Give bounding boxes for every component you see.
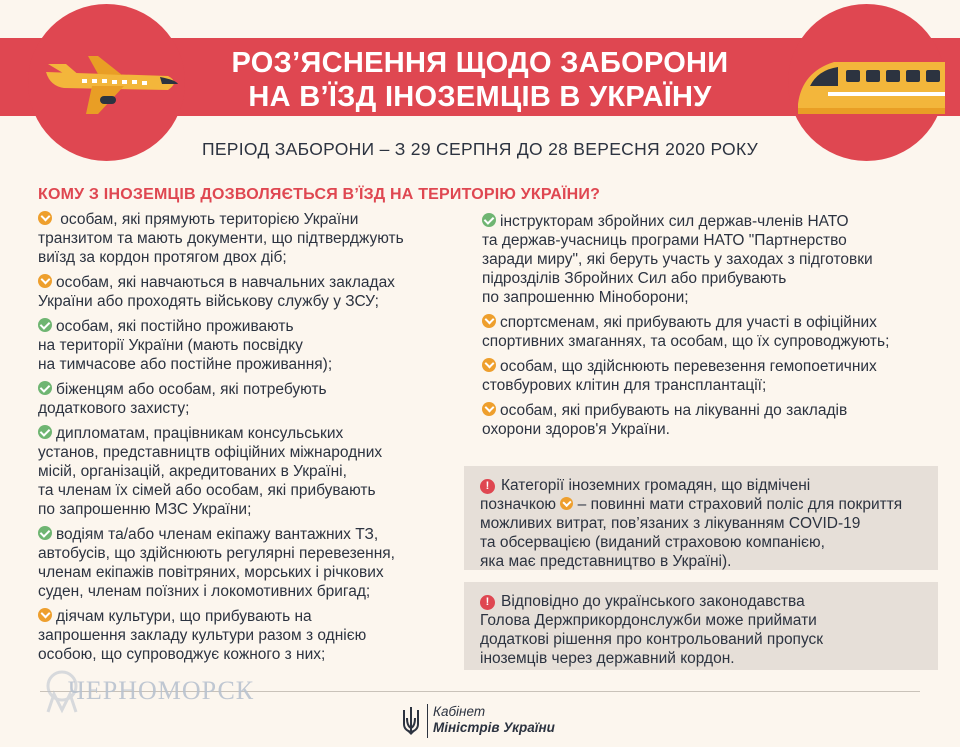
list-item-text: біженцям або особам, які потребують додаткового захисту; — [38, 381, 327, 417]
exclamation-icon: ! — [480, 479, 495, 494]
list-item-text: дипломатам, працівникам консульських установ, представництв офіційних міжнародних місій, організацій, акредитованих в Україні, та членам їх сімей або особам, які прибувають по запрошенню МЗС України; — [38, 425, 383, 518]
cabinet-logo-text — [433, 704, 555, 736]
exclamation-icon: ! — [480, 595, 495, 610]
cabinet-line-1: Кабінет — [433, 704, 486, 719]
trident-icon — [402, 706, 420, 736]
list-item — [482, 313, 932, 351]
list-item — [482, 357, 932, 395]
list-item — [38, 210, 458, 267]
list-item — [38, 273, 458, 311]
green-check-icon — [38, 526, 52, 540]
border-note-text — [480, 592, 938, 668]
ban-period: ПЕРІОД ЗАБОРОНИ – З 29 СЕРПНЯ ДО 28 ВЕРЕСНЯ 2020 РОКУ — [201, 139, 759, 159]
footer-logo-divider — [427, 704, 428, 738]
green-check-icon — [38, 381, 52, 395]
green-check-icon — [38, 425, 52, 439]
list-item-text: діячам культури, що прибувають на запрошення закладу культури разом з однією особою, що супроводжує кожного з них; — [38, 608, 367, 663]
list-item — [38, 317, 458, 374]
list-item-text: інструкторам збройних сил держав-членів НАТО та держав-учасниць програми НАТО "Партнерство заради миру", які беруть участь у заходах з підготовки підрозділів Збройних Сил або прибувають по запрошенню Міноборони; — [482, 213, 873, 306]
orange-check-icon — [38, 211, 52, 225]
orange-check-icon — [560, 497, 573, 510]
list-item-text: особам, що здійснюють перевезення гемопоетичних стовбурових клітин для трансплантації; — [482, 358, 877, 394]
list-item-text: спортсменам, які прибувають для участі в офіційних спортивних змаганнях, та особам, що їх супроводжують; — [482, 314, 890, 350]
insurance-note — [464, 466, 938, 570]
list-item-text: особам, які прямують територією України транзитом та мають документи, що підтверджують виїзд за кордон протягом двох діб; — [38, 211, 404, 266]
orange-check-icon — [482, 358, 496, 372]
orange-check-icon — [482, 314, 496, 328]
train-icon — [788, 4, 945, 161]
airplane-icon — [28, 4, 185, 161]
section-question: КОМУ З ІНОЗЕМЦІВ ДОЗВОЛЯЄТЬСЯ В’ЇЗД НА ТЕРИТОРІЮ УКРАЇНИ? — [38, 186, 601, 203]
orange-check-icon — [482, 402, 496, 416]
right-list — [482, 212, 932, 445]
page-title — [180, 46, 780, 114]
title-line-2: НА В’ЇЗД ІНОЗЕМЦІВ В УКРАЇНУ — [248, 81, 712, 113]
list-item-text: особам, які постійно проживають на території України (мають посвідку на тимчасове або постійне проживання); — [38, 318, 333, 373]
list-item — [38, 525, 458, 601]
orange-check-icon — [38, 274, 52, 288]
list-item — [38, 424, 458, 519]
airplane-circle — [28, 4, 185, 161]
orange-check-icon — [38, 608, 52, 622]
left-list — [38, 210, 458, 670]
title-line-1: РОЗ’ЯСНЕННЯ ЩОДО ЗАБОРОНИ — [231, 47, 729, 79]
list-item-text: особам, які навчаються в навчальних закладах України або проходять військову службу у ЗСУ; — [38, 274, 395, 310]
cabinet-line-2: Міністрів України — [433, 720, 555, 735]
green-check-icon — [482, 213, 496, 227]
list-item — [482, 212, 932, 307]
list-item-text: водіям та/або членам екіпажу вантажних ТЗ, автобусів, що здійснюють регулярні перевезення, членам екіпажів повітряних, морських і річкових суден, членам поїзних і локомотивних бригад; — [38, 526, 395, 600]
list-item-text: особам, які прибувають на лікуванні до закладів охорони здоров'я України. — [482, 402, 848, 438]
border-note — [464, 582, 938, 670]
border-note-body: Відповідно до українського законодавства Голова Держприкордонслужби може приймати додаткові рішення про контрольований пропуск іноземців через державний кордон. — [480, 593, 824, 667]
list-item — [38, 607, 458, 664]
list-item — [482, 401, 932, 439]
insurance-note-after: – повинні мати страховий поліс для покриття можливих витрат, пов’язаних з лікуванням COVID-19 та обсервацією (виданий страховою компанією, яка має представництво в Україні). — [480, 496, 903, 570]
train-circle — [788, 4, 945, 161]
watermark-text: ЧЕРНОМОРСК — [68, 676, 255, 705]
insurance-note-text — [480, 476, 938, 571]
green-check-icon — [38, 318, 52, 332]
insurance-note-before: Категорії іноземних громадян, що відмічені позначкою — [480, 477, 811, 513]
list-item — [38, 380, 458, 418]
